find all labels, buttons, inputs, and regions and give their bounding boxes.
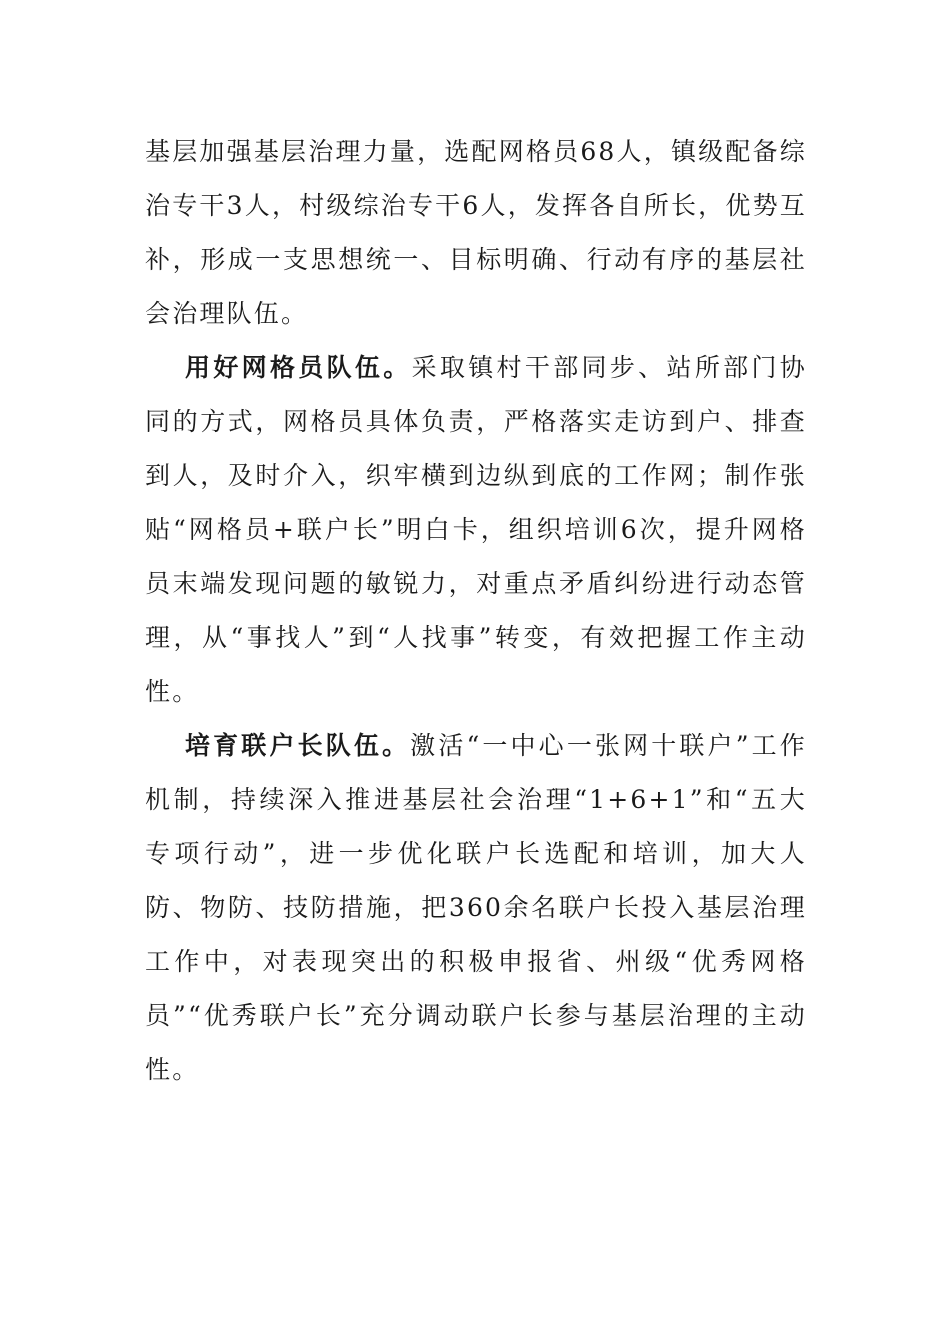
paragraph-text: 采取镇村干部同步、站所部门协同的方式，网格员具体负责，严格落实走访到户、排查到人，及时介入，织牢横到边纵到底的工作网；制作张贴“网格员+联户长”明白卡，组织培训6次，提升网格员末端发现问题的敏锐力，对重点矛盾纠纷进行动态管理，从“事找人”到“人找事”转变，有效把握工作主动性。 <box>145 353 807 706</box>
document-body <box>145 125 807 1097</box>
paragraph-continuation <box>145 125 807 341</box>
paragraph-lead-heading: 培育联户长队伍。 <box>185 731 411 760</box>
paragraph-lead-heading: 用好网格员队伍。 <box>185 353 412 382</box>
paragraph-text: 激活“一中心一张网十联户”工作机制，持续深入推进基层社会治理“1+6+1”和“五大专项行动”，进一步优化联户长选配和培训，加大人防、物防、技防措施，把360余名联户长投入基层治理工作中，对表现突出的积极申报省、州级“优秀网格员”“优秀联户长”充分调动联户长参与基层治理的主动性。 <box>145 731 807 1084</box>
paragraph-household-leaders <box>145 719 807 1097</box>
paragraph-text: 基层加强基层治理力量，选配网格员68人，镇级配备综治专干3人，村级综治专干6人，发挥各自所长，优势互补，形成一支思想统一、目标明确、行动有序的基层社会治理队伍。 <box>145 137 807 328</box>
paragraph-grid-members <box>145 341 807 719</box>
